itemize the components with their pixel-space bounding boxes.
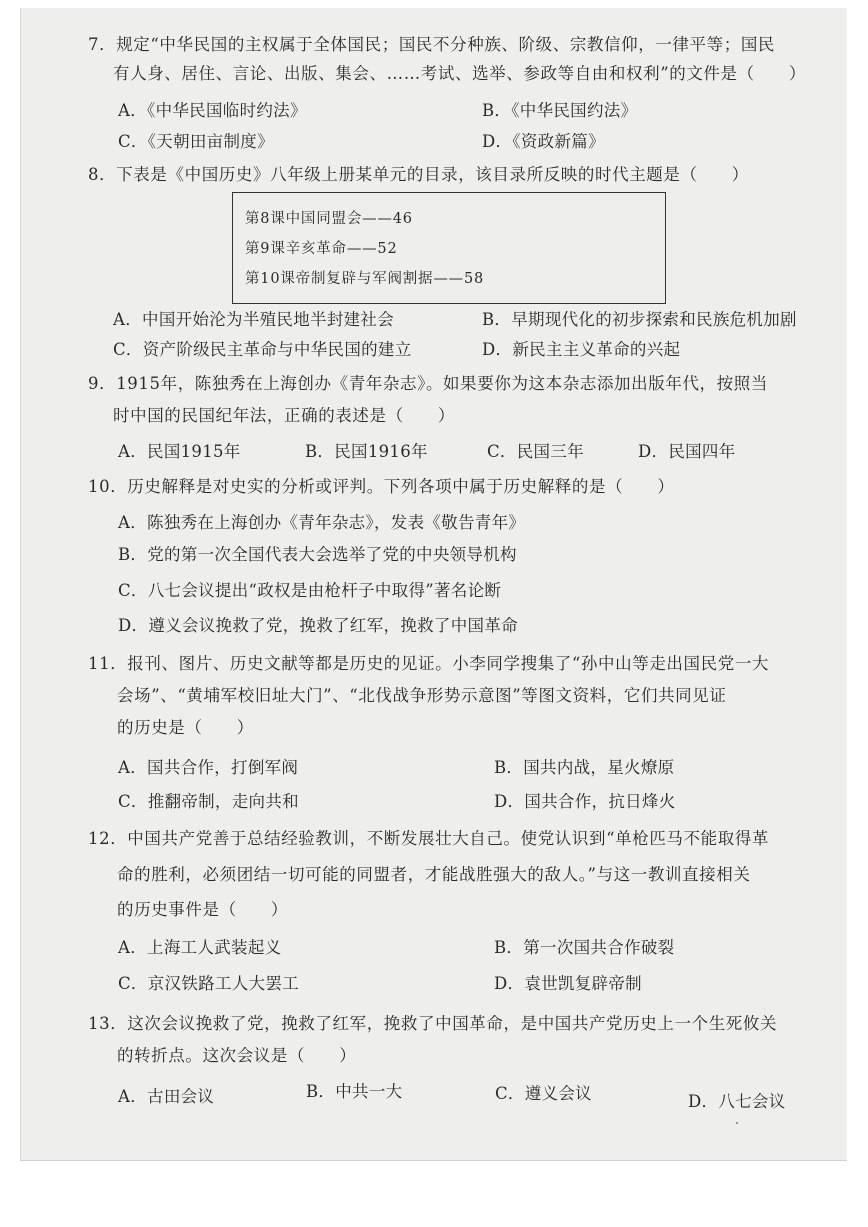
- question-13-option-d: D．八七会议: [688, 1092, 786, 1111]
- question-13-option-c: C．遵义会议: [495, 1084, 592, 1103]
- question-9-line-1: 9．1915年，陈独秀在上海创办《青年杂志》。如果要你为这本杂志添加出版年代，按照当: [88, 374, 768, 393]
- question-10-option-b: B．党的第一次全国代表大会选举了党的中央领导机构: [118, 545, 517, 564]
- question-12-line-1: 12．中国共产党善于总结经验教训，不断发展壮大自己。使党认识到“单枪匹马不能取得革: [88, 829, 770, 848]
- question-12-option-a: A．上海工人武装起义: [118, 938, 282, 957]
- question-12-line-2: 命的胜利，必须团结一切可能的同盟者，才能战胜强大的敌人。”与这一教训直接相关: [117, 865, 751, 884]
- question-8-option-b: B．早期现代化的初步探索和民族危机加剧: [482, 310, 797, 329]
- question-7-option-b: B．《中华民国约法》: [482, 101, 638, 120]
- question-11-line-2: 会场”、“黄埔军校旧址大门”、“北伐战争形势示意图”等图文资料，它们共同见证: [117, 686, 727, 705]
- question-7-option-c: C．《天朝田亩制度》: [118, 132, 274, 151]
- toc-entry-3: 第10课帝制复辟与军阀割据——58: [245, 271, 485, 287]
- page-speck: [736, 1122, 738, 1124]
- question-8-line-1: 8．下表是《中国历史》八年级上册某单元的目录，该目录所反映的时代主题是（ ）: [88, 165, 749, 184]
- question-12-line-3: 的历史事件是（ ）: [117, 900, 288, 919]
- question-10-option-c: C．八七会议提出“政权是由枪杆子中取得”著名论断: [118, 581, 502, 600]
- question-12-option-b: B．第一次国共合作破裂: [494, 938, 675, 957]
- question-11-line-3: 的历史是（ ）: [117, 718, 254, 737]
- question-13-option-b: B．中共一大: [306, 1082, 403, 1101]
- question-13-option-a: A．古田会议: [118, 1087, 215, 1106]
- question-10-option-d: D．遵义会议挽救了党，挽救了红军，挽救了中国革命: [118, 616, 518, 635]
- question-9-option-a: A．民国1915年: [118, 442, 241, 461]
- question-11-option-c: C．推翻帝制，走向共和: [118, 792, 299, 811]
- question-9-option-d: D．民国四年: [638, 442, 736, 461]
- question-11-option-a: A．国共合作，打倒军阀: [118, 758, 299, 777]
- question-8-option-a: A．中国开始沦为半殖民地半封建社会: [113, 310, 395, 329]
- question-9-line-2: 时中国的民国纪年法，正确的表述是（ ）: [113, 406, 455, 425]
- toc-entry-1: 第8课中国同盟会——46: [245, 211, 413, 227]
- toc-entry-2: 第9课辛亥革命——52: [245, 241, 398, 257]
- question-8-option-c: C．资产阶级民主革命与中华民国的建立: [113, 340, 412, 359]
- question-13-line-2: 的转折点。这次会议是（ ）: [117, 1046, 357, 1065]
- question-9-option-c: C．民国三年: [487, 442, 584, 461]
- question-7-line-1: 7．规定“中华民国的主权属于全体国民；国民不分种族、阶级、宗教信仰，一律平等；国民: [88, 35, 776, 54]
- question-7-option-d: D．《资政新篇》: [482, 132, 605, 151]
- question-7-option-a: A．《中华民国临时约法》: [118, 101, 307, 120]
- question-9-option-b: B．民国1916年: [305, 442, 428, 461]
- question-11-option-d: D．国共合作，抗日烽火: [494, 792, 676, 811]
- question-13-line-1: 13．这次会议挽救了党，挽救了红军，挽救了中国革命，是中国共产党历史上一个生死攸关: [88, 1014, 778, 1033]
- question-8-option-d: D．新民主主义革命的兴起: [482, 340, 681, 359]
- question-7-line-2: 有人身、居住、言论、出版、集会、……考试、选举、参政等自由和权利”的文件是（ ）: [113, 64, 807, 83]
- question-10-option-a: A．陈独秀在上海创办《青年杂志》，发表《敬告青年》: [118, 513, 526, 532]
- question-12-option-d: D．袁世凯复辟帝制: [494, 974, 642, 993]
- question-10-line-1: 10．历史解释是对史实的分析或评判。下列各项中属于历史解释的是（ ）: [88, 477, 675, 496]
- table-of-contents-box: [232, 192, 666, 304]
- question-11-option-b: B．国共内战，星火燎原: [494, 758, 675, 777]
- question-11-line-1: 11．报刊、图片、历史文献等都是历史的见证。小李同学搜集了“孙中山等走出国民党一大: [88, 654, 770, 673]
- question-12-option-c: C．京汉铁路工人大罢工: [118, 974, 299, 993]
